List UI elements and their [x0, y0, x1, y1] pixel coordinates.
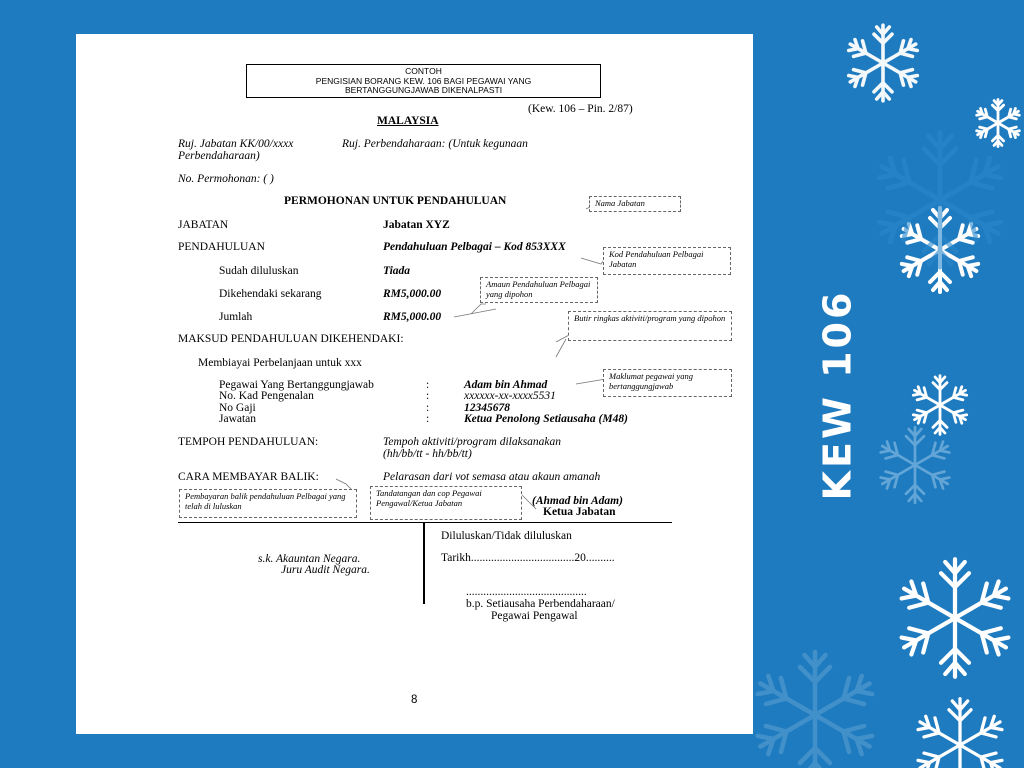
callout-nama-jabatan: Nama Jabatan [589, 196, 681, 212]
tempoh-value-1: Tempoh aktiviti/program dilaksanakan [383, 436, 562, 448]
snowflake-icon [838, 18, 928, 108]
pendahuluan-value: Pendahuluan Pelbagai – Kod 853XXX [383, 241, 566, 253]
callout-amaun: Amaun Pendahuluan Pelbagai yang dipohon [480, 277, 598, 303]
divider-vertical [423, 522, 425, 604]
header-box [246, 64, 601, 98]
tempoh-label: TEMPOH PENDAHULUAN: [178, 436, 319, 448]
sudah-value: Tiada [383, 265, 411, 277]
form-code: (Kew. 106 – Pin. 2/87) [528, 103, 633, 115]
jumlah-label: Jumlah [219, 311, 253, 323]
cara-label: CARA MEMBAYAR BALIK: [178, 471, 319, 483]
slide-title: KEW 106 [815, 289, 859, 501]
colon: : [426, 390, 430, 402]
approval-status: Diluluskan/Tidak diluluskan [441, 530, 572, 542]
officer-label-ic: No. Kad Pengenalan [219, 390, 314, 402]
callout-kod-pendahuluan: Kod Pendahuluan Pelbagai Jabatan [603, 247, 731, 275]
tempoh-value-2: (hh/bb/tt - hh/bb/tt) [383, 448, 472, 460]
officer-name: Adam bin Ahmad [464, 379, 548, 391]
snowflake-icon [740, 640, 890, 768]
divider-horizontal [178, 522, 672, 523]
snowflake-icon [905, 690, 1015, 768]
colon: : [426, 379, 430, 391]
colon: : [426, 402, 430, 414]
maksud-value: Membiayai Perbelanjaan untuk xxx [198, 357, 362, 369]
sk-line-1: s.k. Akauntan Negara. [258, 553, 361, 565]
sk-line-2: Juru Audit Negara. [281, 564, 370, 576]
ref-perbendaharaan: Ruj. Perbendaharaan: (Untuk kegunaan [342, 138, 528, 150]
sudah-label: Sudah diluluskan [219, 265, 299, 277]
signature-dots: .......................................... [466, 586, 587, 598]
maksud-label: MAKSUD PENDAHULUAN DIKEHENDAKI: [178, 333, 404, 345]
document-page [76, 34, 753, 734]
header-line-1: CONTOH [405, 66, 442, 76]
ref-jabatan: Ruj. Jabatan KK/00/xxxx [178, 138, 294, 150]
officer-jawatan: Ketua Penolong Setiausaha (M48) [464, 413, 628, 425]
dikehendaki-label: Dikehendaki sekarang [219, 288, 322, 300]
dikehendaki-value: RM5,000.00 [383, 288, 442, 300]
header-line-3: BERTANGGUNGJAWAB DIKENALPASTI [344, 85, 503, 95]
signatory-name: (Ahmad bin Adam) [532, 495, 623, 507]
page-number: 8 [411, 694, 418, 706]
header-line-2: PENGISIAN BORANG KEW. 106 BAGI PEGAWAI YANG [315, 75, 532, 86]
jabatan-label: JABATAN [178, 219, 229, 231]
bp-line-2: Pegawai Pengawal [491, 610, 578, 622]
officer-ic: xxxxxx-xx-xxxx5531 [464, 390, 556, 402]
colon: : [426, 413, 430, 425]
signatory-title: Ketua Jabatan [543, 506, 616, 518]
pendahuluan-label: PENDAHULUAN [178, 241, 265, 253]
form-title: PERMOHONAN UNTUK PENDAHULUAN [284, 195, 507, 207]
callout-pembayaran: Pembayaran balik pendahuluan Pelbagai yang telah di luluskan [179, 489, 357, 518]
slide-title-container [782, 280, 892, 510]
officer-gaji: 12345678 [464, 402, 510, 414]
country-heading: MALAYSIA [377, 115, 439, 127]
cara-value: Pelarasan dari vot semasa atau akaun amanah [383, 471, 601, 483]
callout-maklumat: Maklumat pegawai yang bertanggungjawab [603, 369, 732, 397]
officer-label-jawatan: Jawatan [219, 413, 257, 425]
ref-perbendaharaan-cont: Perbendaharaan) [178, 150, 260, 162]
jumlah-value: RM5,000.00 [383, 311, 442, 323]
application-number: No. Permohonan: ( ) [178, 173, 274, 185]
snowflake-icon [885, 548, 1024, 688]
callout-tandatangan: Tandatangan dan cop Pegawai Pengawal/Ketua Jabatan [370, 486, 522, 520]
callout-butir: Butir ringkas aktiviti/program yang dipohon [568, 311, 732, 341]
officer-label-name: Pegawai Yang Bertanggungjawab [219, 379, 374, 391]
jabatan-value: Jabatan XYZ [383, 219, 450, 231]
tarikh-line: Tarikh....................................20.......... [441, 552, 615, 564]
officer-label-gaji: No Gaji [219, 402, 256, 414]
bp-line-1: b.p. Setiausaha Perbendaharaan/ [466, 598, 615, 610]
snowflake-icon [860, 120, 1020, 280]
